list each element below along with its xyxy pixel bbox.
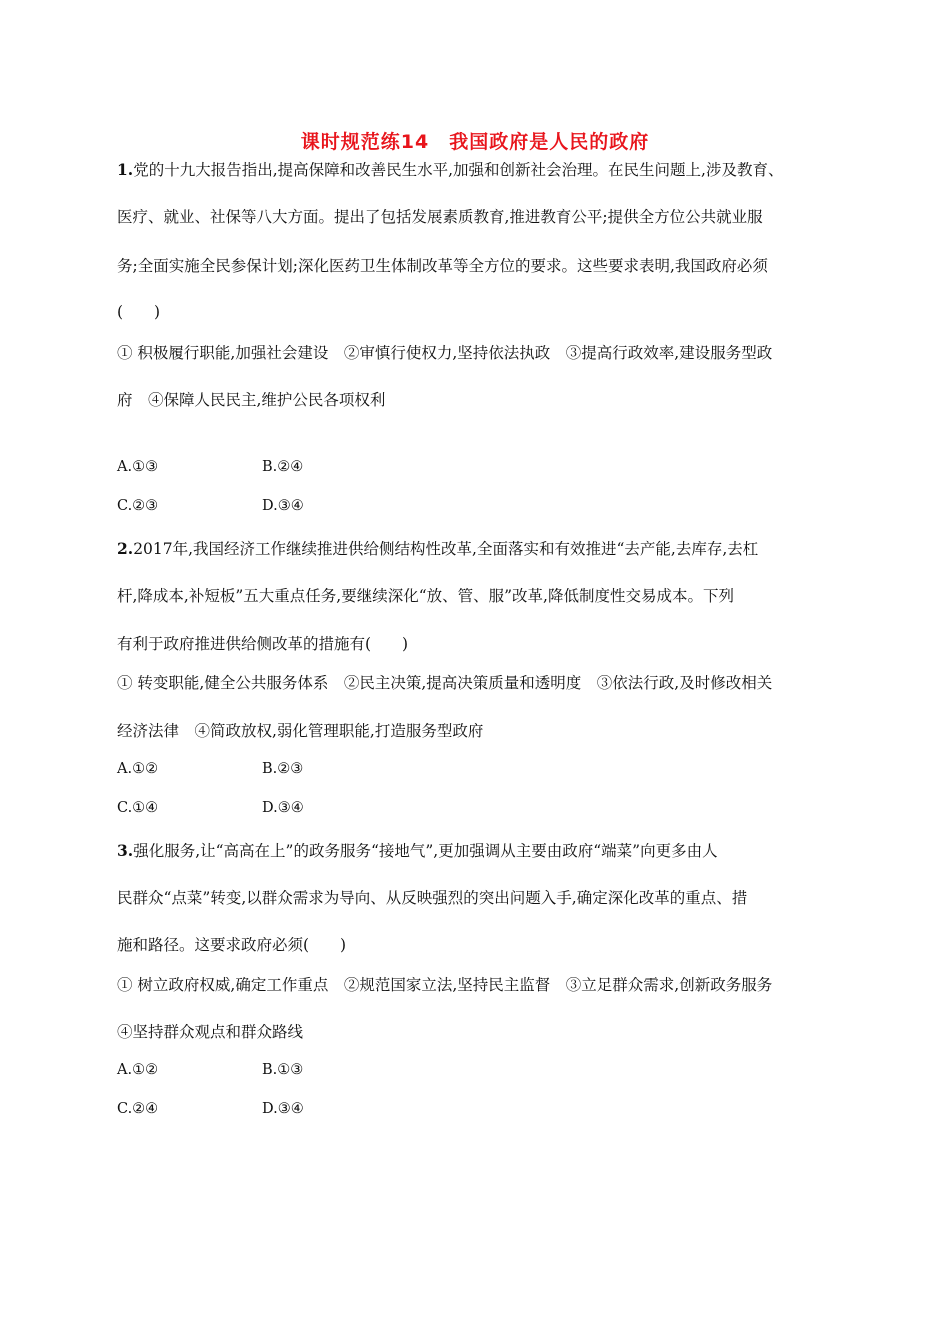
question-3-option-a[interactable]: A.①② (117, 1062, 159, 1078)
question-2-choices-line-2: 经济法律 ④简政放权,弱化管理职能,打造服务型政府 (117, 722, 484, 740)
question-2-line-3: 有利于政府推进供给侧改革的措施有( ) (117, 635, 409, 653)
question-1-number: 1. (117, 160, 134, 179)
page-title: 课时规范练14 我国政府是人民的政府 (300, 131, 650, 153)
question-1-choices-line-1: ① 积极履行职能,加强社会建设 ②审慎行使权力,坚持依法执政 ③提高行政效率,建设服务型政 (117, 344, 773, 362)
question-1-line-3: 务;全面实施全民参保计划;深化医药卫生体制改革等全方位的要求。这些要求表明,我国政府必须 (117, 257, 768, 275)
question-2-option-b[interactable]: B.②③ (262, 761, 304, 777)
question-2-option-c[interactable]: C.①④ (117, 800, 159, 816)
question-3-line-2: 民群众“点菜”转变,以群众需求为导向、从反映强烈的突出问题入手,确定深化改革的重点、措 (117, 889, 748, 907)
question-3-option-d[interactable]: D.③④ (262, 1101, 304, 1117)
question-3-number: 3. (117, 841, 134, 860)
question-3-choices-line-2: ④坚持群众观点和群众路线 (117, 1023, 304, 1041)
question-3-text: 强化服务,让“高高在上”的政务服务“接地气”,更加强调从主要由政府“端菜”向更多由人 (133, 842, 718, 860)
question-2-option-a[interactable]: A.①② (117, 761, 159, 777)
question-2-option-d[interactable]: D.③④ (262, 800, 304, 816)
question-2-number: 2. (117, 539, 134, 558)
question-3-option-c[interactable]: C.②④ (117, 1101, 159, 1117)
question-3-line-1 (117, 841, 718, 861)
question-2-choices-line-1: ① 转变职能,健全公共服务体系 ②民主决策,提高决策质量和透明度 ③依法行政,及时修改相关 (117, 674, 773, 692)
question-2-line-2: 杆,降成本,补短板”五大重点任务,要继续深化“放、管、服”改革,降低制度性交易成本。下列 (117, 587, 734, 605)
question-1-option-a[interactable]: A.①③ (117, 459, 159, 475)
question-1-text: 党的十九大报告指出,提高保障和改善民生水平,加强和创新社会治理。在民生问题上,涉及教育、 (133, 161, 784, 179)
question-1-option-c[interactable]: C.②③ (117, 498, 159, 514)
question-1-line-2: 医疗、就业、社保等八大方面。提出了包括发展素质教育,推进教育公平;提供全方位公共就业服 (117, 208, 763, 226)
question-2-text: 2017年,我国经济工作继续推进供给侧结构性改革,全面落实和有效推进“去产能,去库存,去杠 (133, 540, 759, 558)
question-3-option-b[interactable]: B.①③ (262, 1062, 304, 1078)
question-1-line-1 (117, 160, 783, 180)
question-1-option-b[interactable]: B.②④ (262, 459, 304, 475)
question-2-line-1 (117, 539, 758, 559)
question-3-line-3: 施和路径。这要求政府必须( ) (117, 936, 347, 954)
question-3-choices-line-1: ① 树立政府权威,确定工作重点 ②规范国家立法,坚持民主监督 ③立足群众需求,创新政务服务 (117, 976, 773, 994)
question-1-option-d[interactable]: D.③④ (262, 498, 304, 514)
question-1-answer-blank: ( ) (117, 303, 161, 321)
question-1-choices-line-2: 府 ④保障人民民主,维护公民各项权利 (117, 391, 386, 409)
